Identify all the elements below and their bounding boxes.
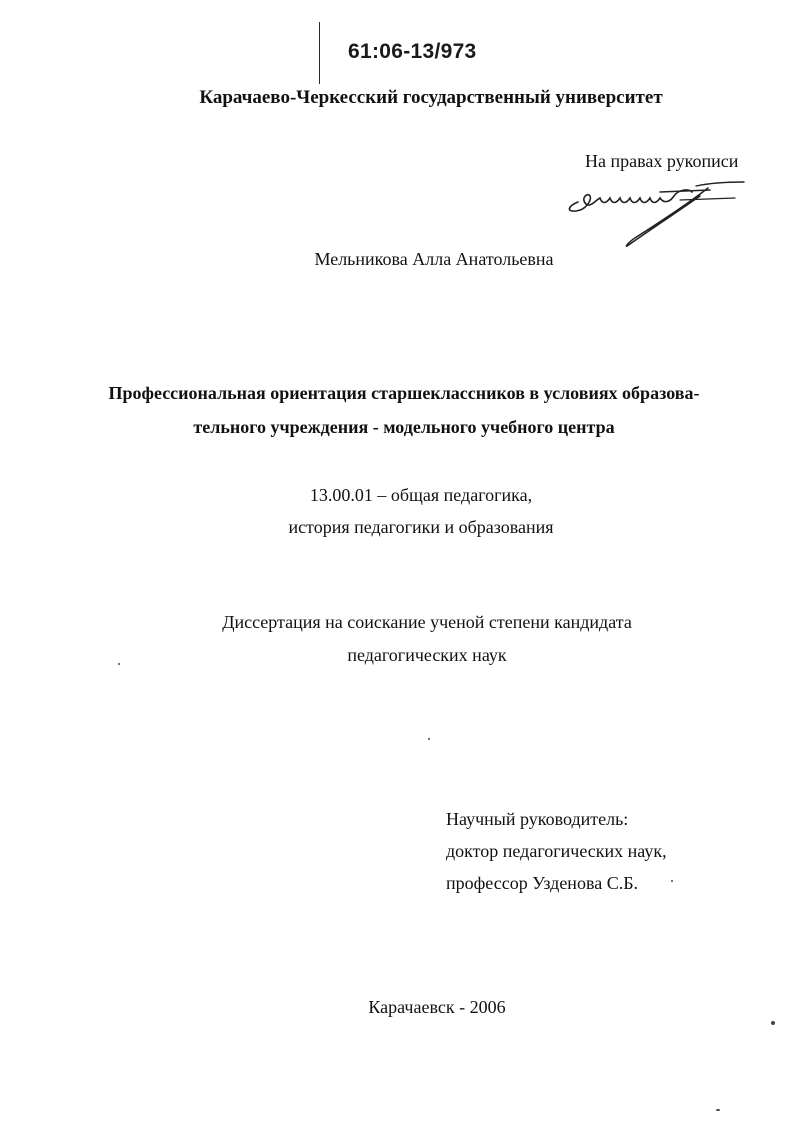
scan-speck: [118, 663, 120, 665]
degree-line-1: Диссертация на соискание ученой степени кандидата: [222, 612, 632, 632]
scan-speck: [771, 1021, 775, 1025]
scan-speck: [671, 880, 673, 882]
scan-speck: [428, 738, 430, 740]
specialty-line-2: история педагогики и образования: [288, 517, 554, 537]
manuscript-rights-note: На правах рукописи: [585, 151, 739, 171]
library-stamp-code: 61:06-13/973: [348, 40, 477, 63]
stamp-divider-line: [319, 22, 320, 84]
author-name: Мельникова Алла Анатольевна: [314, 249, 554, 269]
scientific-supervisor: [446, 803, 667, 899]
university-name: Карачаево-Черкесский государственный университет: [199, 87, 663, 108]
dissertation-title: [60, 376, 748, 444]
specialty-line-1: 13.00.01 – общая педагогика,: [309, 485, 533, 505]
scan-speck: [716, 1109, 720, 1111]
supervisor-line-3: профессор Узденова С.Б.: [446, 873, 639, 893]
supervisor-line-2: доктор педагогических наук,: [446, 841, 667, 861]
specialty-code: [24, 479, 794, 543]
degree-statement: [30, 606, 794, 672]
signature-icon: [560, 178, 750, 256]
title-line-1: Профессиональная ориентация старшеклассников в условиях образова-: [108, 383, 700, 403]
degree-line-2: педагогических наук: [347, 645, 507, 665]
supervisor-line-1: Научный руководитель:: [446, 809, 629, 829]
title-line-2: тельного учреждения - модельного учебного центра: [193, 417, 615, 437]
city-year: Карачаевск - 2006: [368, 997, 506, 1017]
